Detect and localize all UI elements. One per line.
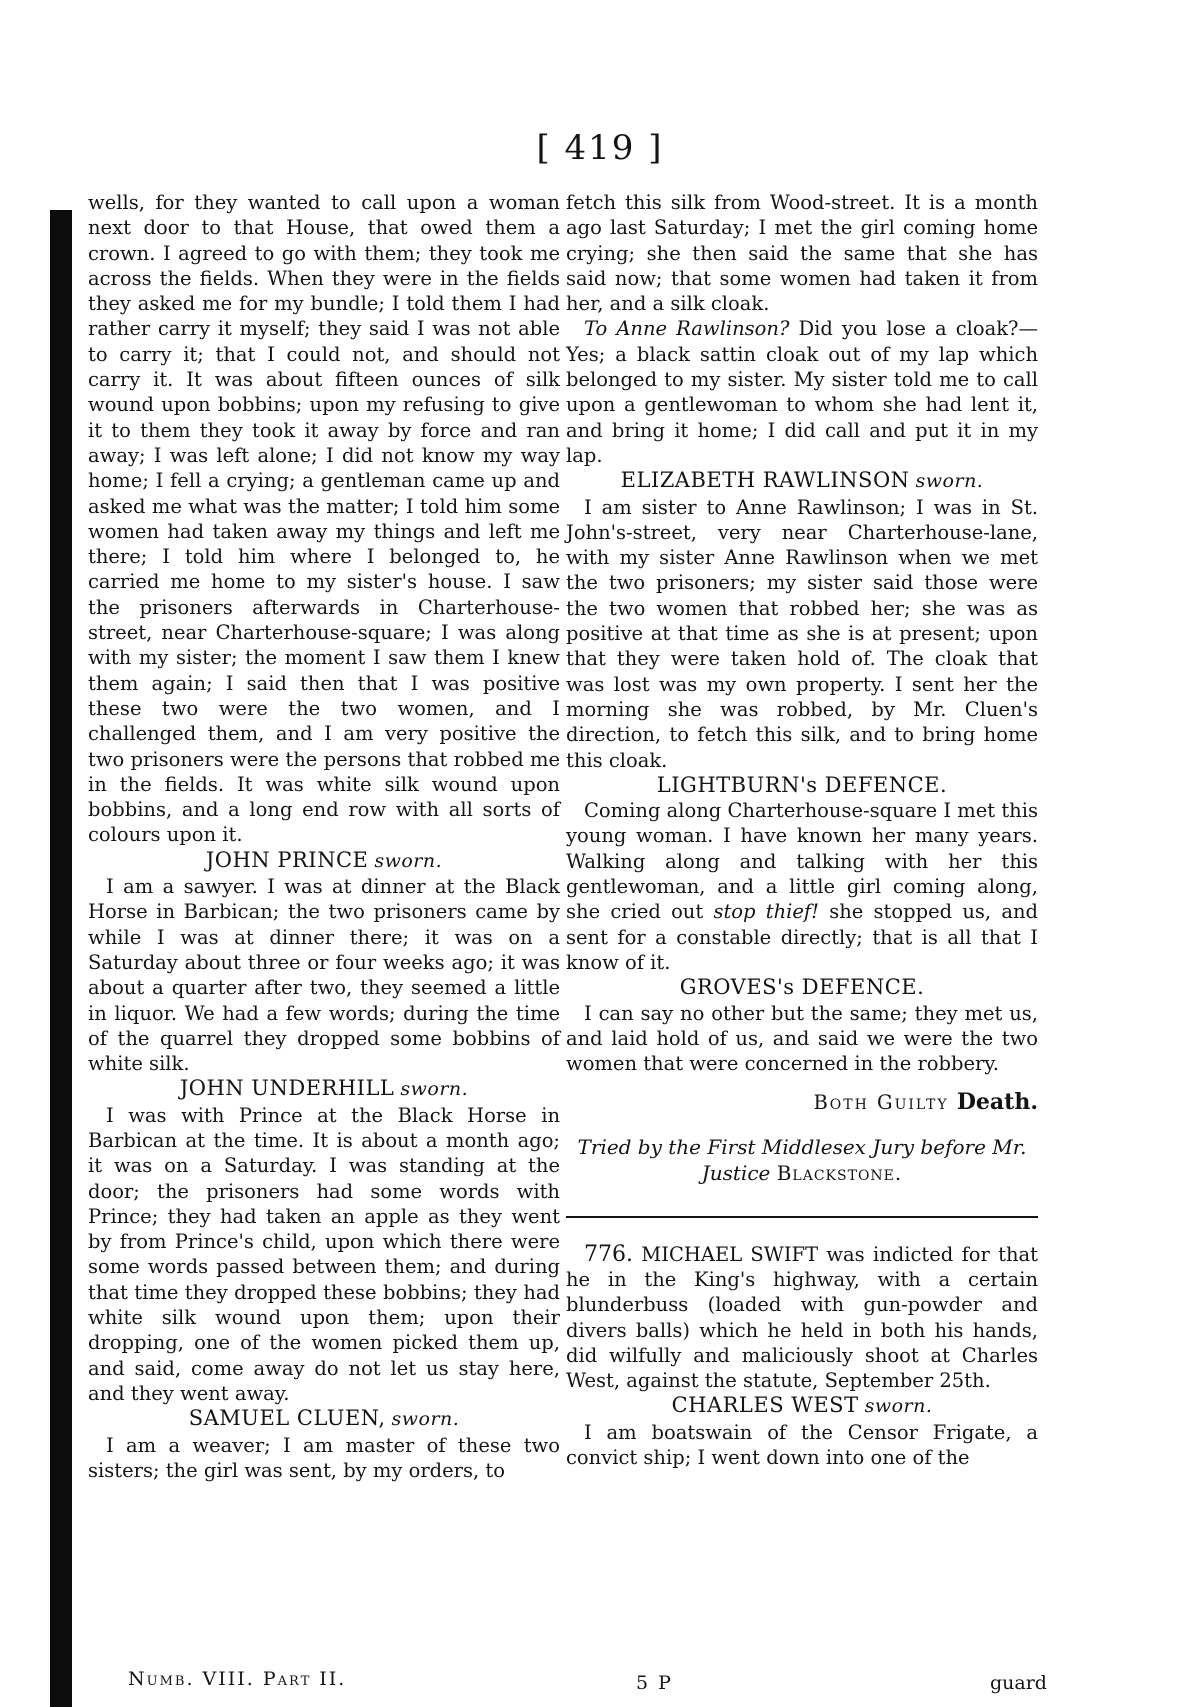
sworn-label: sworn. bbox=[915, 470, 984, 493]
witness-heading-charles-west bbox=[566, 1393, 1038, 1419]
tried-note bbox=[566, 1134, 1038, 1186]
right-column bbox=[566, 190, 1038, 1470]
witness-heading-john-prince bbox=[88, 848, 560, 874]
sworn-label: sworn. bbox=[391, 1408, 460, 1431]
footer-signature: 5 P bbox=[636, 1672, 673, 1694]
left-paragraph-4: I am a weaver; I am master of these two sisters; the girl was sent, by my orders, to bbox=[88, 1433, 560, 1482]
sworn-label: sworn. bbox=[374, 849, 443, 872]
tried-prefix: Justice bbox=[701, 1160, 771, 1185]
question-text: Did you lose a cloak?—Yes; a black sattin cloak out of my lap which belonged to my sister. My sister told me to call upon a gentlewoman to whom she had lent it, and bring it home; I did call and put it in my lap. bbox=[566, 317, 1038, 467]
case-paragraph bbox=[566, 1242, 1038, 1394]
defence-text: Coming along Charterhouse-square I met this young woman. I have known her many years. Walking along and talking with her this gentlewoman, and a little girl coming along, she cried out bbox=[566, 799, 1038, 924]
sworn-label: sworn. bbox=[864, 1395, 933, 1418]
witness-name: JOHN PRINCE bbox=[205, 847, 369, 872]
footer-part: Numb. VIII. Part II. bbox=[128, 1668, 347, 1690]
section-rule bbox=[566, 1216, 1038, 1218]
tried-line-1: Tried by the First Middlesex Jury before Mr. bbox=[577, 1134, 1027, 1159]
left-paragraph-3: I was with Prince at the Black Horse in Barbican at the time. It is about a month ago; it was on a Saturday. I was standing at the door; the prisoners had some words with Prince; they had taken an apple as they went by from Prince's child, upon which there were some words passed between them; and during that time they dropped these bobbins; they had white silk wound upon them; upon their dropping, one of the women picked them up, and said, come away do not let us stay here, and they went away. bbox=[88, 1103, 560, 1405]
right-paragraph-5: I am boatswain of the Censor Frigate, a convict ship; I went down into one of the bbox=[566, 1420, 1038, 1470]
verdict-label: Both Guilty bbox=[813, 1091, 949, 1115]
defence-heading-lightburn: LIGHTBURN's DEFENCE. bbox=[656, 772, 948, 797]
right-paragraph-1: fetch this silk from Wood-street. It is a month ago last Saturday; I met the girl coming home crying; she then said the same that she has said now; that some women had taken it from her, and a silk cloak. bbox=[566, 191, 1038, 316]
witness-name: CHARLES WEST bbox=[671, 1393, 859, 1418]
defence-text-end: she stopped us, and sent for a constable directly; that is all that I know of it. bbox=[566, 900, 1038, 974]
question-paragraph bbox=[566, 316, 1038, 468]
case-text: MICHAEL SWIFT was indicted for that he in the King's highway, with a certain blunderbuss (loaded with gun-powder and divers balls) which he held in both his hands, did wilfully and maliciously shoot at Charles West, against the statute, September 25th. bbox=[566, 1242, 1038, 1393]
verdict bbox=[566, 1090, 1038, 1115]
case-number: 776. bbox=[584, 1241, 633, 1267]
sworn-label: sworn. bbox=[400, 1078, 469, 1101]
tried-line-2 bbox=[566, 1160, 1038, 1186]
left-column bbox=[88, 190, 560, 1483]
footer-catchword: guard bbox=[990, 1672, 1047, 1694]
question-prefix: To Anne Rawlinson? bbox=[584, 317, 790, 341]
witness-name: JOHN UNDERHILL bbox=[179, 1076, 395, 1101]
right-paragraph-2: I am sister to Anne Rawlinson; I was in St. John's-street, very near Charterhouse-lane, with my sister Anne Rawlinson when we met the two prisoners; my sister said those were the two women that robbed her; she was as positive at that time as she is at present; upon that they were taken hold of. The cloak that was lost was my own property. I sent her the morning she was robbed, by Mr. Cluen's direction, to fetch this silk, and to bring home this cloak. bbox=[566, 495, 1038, 772]
page-number: [ 419 ] bbox=[536, 128, 664, 168]
witness-heading-samuel-cluen bbox=[88, 1406, 560, 1432]
exclamation: stop thief! bbox=[713, 900, 819, 924]
judge-name: Blackstone. bbox=[776, 1160, 903, 1185]
right-paragraph-3 bbox=[566, 798, 1038, 975]
binding-edge bbox=[50, 210, 72, 1707]
verdict-sentence: Death. bbox=[956, 1089, 1038, 1116]
witness-heading-elizabeth-rawlinson bbox=[566, 468, 1038, 494]
right-paragraph-4: I can say no other but the same; they met us, and laid hold of us, and said we were the two women that were concerned in the robbery. bbox=[566, 1001, 1038, 1076]
defence-heading-groves: GROVES's DEFENCE. bbox=[679, 975, 925, 1000]
witness-name: SAMUEL CLUEN, bbox=[188, 1406, 386, 1431]
left-paragraph-1: wells, for they wanted to call upon a woman next door to that House, that owed them a crown. I agreed to go with them; they took me across the fields. When they were in the fields they asked me for my bundle; I told them I had rather carry it myself; they said I was not able to carry it; that I could not, and should not carry it. It was about fifteen ounces of silk wound upon bobbins; upon my refusing to give it to them they took it away by force and ran away; I was left alone; I did not know my way home; I fell a crying; a gentleman came up and asked me what was the matter; I told him some women had taken away my things and left me there; I told him where I belonged to, he carried me home to my sister's house. I saw the prisoners afterwards in Charterhouse-street, near Charterhouse-square; I was along with my sister; the moment I saw them I knew them again; I said then that I was positive these two were the two women, and I challenged them, and I am very positive the two prisoners were the persons that robbed me in the fields. It was white silk wound upon bobbins, and a long end row with all sorts of colours upon it. bbox=[88, 191, 560, 847]
left-paragraph-2: I am a sawyer. I was at dinner at the Black Horse in Barbican; the two prisoners came by while I was at dinner there; it was on a Saturday about three or four weeks ago; it was about a quarter after two, they seemed a little in liquor. We had a few words; during the time of the quarrel they dropped some bobbins of white silk. bbox=[88, 875, 560, 1076]
witness-name: ELIZABETH RAWLINSON bbox=[620, 468, 910, 493]
witness-heading-john-underhill bbox=[88, 1076, 560, 1102]
